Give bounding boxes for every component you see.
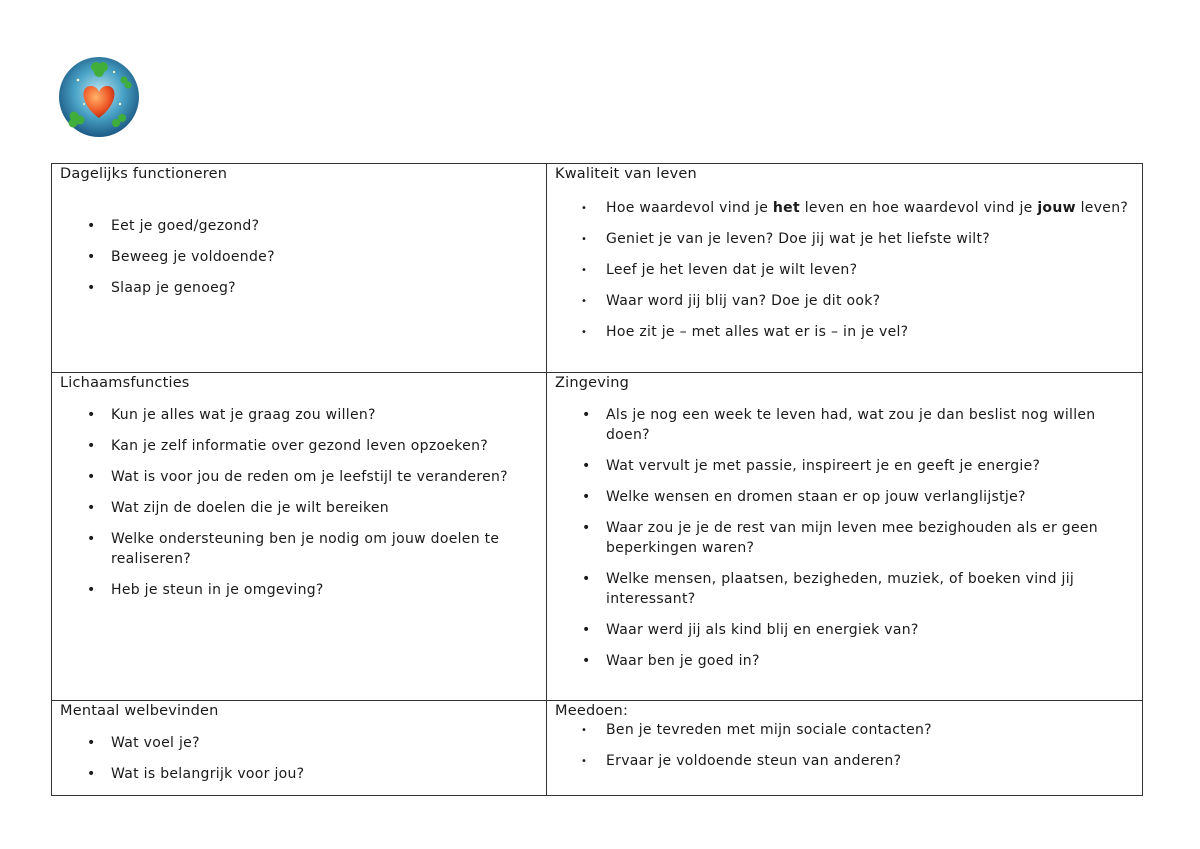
list-item: • Waar zou je je de rest van mijn leven mee bezighouden als er geen beperkingen waren?: [582, 520, 1098, 556]
list-item: • Welke ondersteuning ben je nodig om jouw doelen te realiseren?: [87, 531, 500, 567]
table-row: [52, 372, 1142, 700]
list-item: • Als je nog een week te leven had, wat zou je dan beslist nog willen doen?: [582, 407, 1096, 443]
list-item: • Welke wensen en dromen staan er op jouw verlanglijstje?: [582, 489, 1026, 505]
cell-zingeving: [547, 373, 1142, 700]
list-item: • Wat is belangrijk voor jou?: [87, 766, 305, 782]
list-item: • Wat zijn de doelen die je wilt bereiken: [87, 500, 389, 516]
list-item: • Beweeg je voldoende?: [87, 249, 275, 265]
heart-globe-logo: [58, 56, 140, 138]
list-item: • Leef je het leven dat je wilt leven?: [581, 262, 858, 278]
list-item: • Waar ben je goed in?: [582, 653, 760, 669]
section-title: Lichaamsfuncties: [60, 375, 190, 391]
list-item: • Ervaar je voldoende steun van anderen?: [581, 753, 902, 769]
question-list: [555, 405, 1134, 671]
question-list: [555, 198, 1134, 342]
section-title: Meedoen:: [555, 703, 629, 719]
cell-lichaamsfuncties: [52, 373, 547, 700]
list-item: • Hoe zit je – met alles wat er is – in je vel?: [581, 324, 909, 340]
section-title: Dagelijks functioneren: [60, 166, 228, 182]
question-list: [60, 733, 538, 784]
list-item: • Kan je zelf informatie over gezond leven opzoeken?: [87, 438, 488, 454]
list-item: • Heb je steun in je omgeving?: [87, 582, 324, 598]
table-row: [52, 164, 1142, 372]
list-item: • Eet je goed/gezond?: [87, 218, 260, 234]
section-title: Mentaal welbevinden: [60, 703, 219, 719]
list-item: • Slaap je genoeg?: [87, 280, 236, 296]
reflection-table: [51, 163, 1143, 796]
list-item: • Waar werd jij als kind blij en energiek van?: [582, 622, 919, 638]
question-list: [60, 216, 538, 298]
table-row: [52, 700, 1142, 795]
section-title: Zingeving: [555, 375, 630, 391]
cell-mentaal-welbevinden: [52, 701, 547, 795]
section-title: Kwaliteit van leven: [555, 166, 697, 182]
cell-kwaliteit-van-leven: [547, 164, 1142, 372]
list-item: • Geniet je van je leven? Doe jij wat je het liefste wilt?: [581, 231, 991, 247]
list-item: • Wat vervult je met passie, inspireert je en geeft je energie?: [582, 458, 1041, 474]
cell-dagelijks-functioneren: [52, 164, 547, 372]
list-item: • Waar word jij blij van? Doe je dit ook?: [581, 293, 881, 309]
list-item: • Kun je alles wat je graag zou willen?: [87, 407, 376, 423]
list-item: • Wat voel je?: [87, 735, 200, 751]
list-item: • Wat is voor jou de reden om je leefstijl te veranderen?: [87, 469, 508, 485]
question-list: [60, 405, 538, 600]
list-item: • Ben je tevreden met mijn sociale contacten?: [581, 722, 932, 738]
list-item: • Welke mensen, plaatsen, bezigheden, muziek, of boeken vind jij interessant?: [582, 571, 1075, 607]
question-list: [555, 720, 1134, 771]
cell-meedoen: [547, 701, 1142, 795]
list-item: • Hoe waardevol vind je het leven en hoe waardevol vind je jouw leven?: [581, 200, 1129, 216]
